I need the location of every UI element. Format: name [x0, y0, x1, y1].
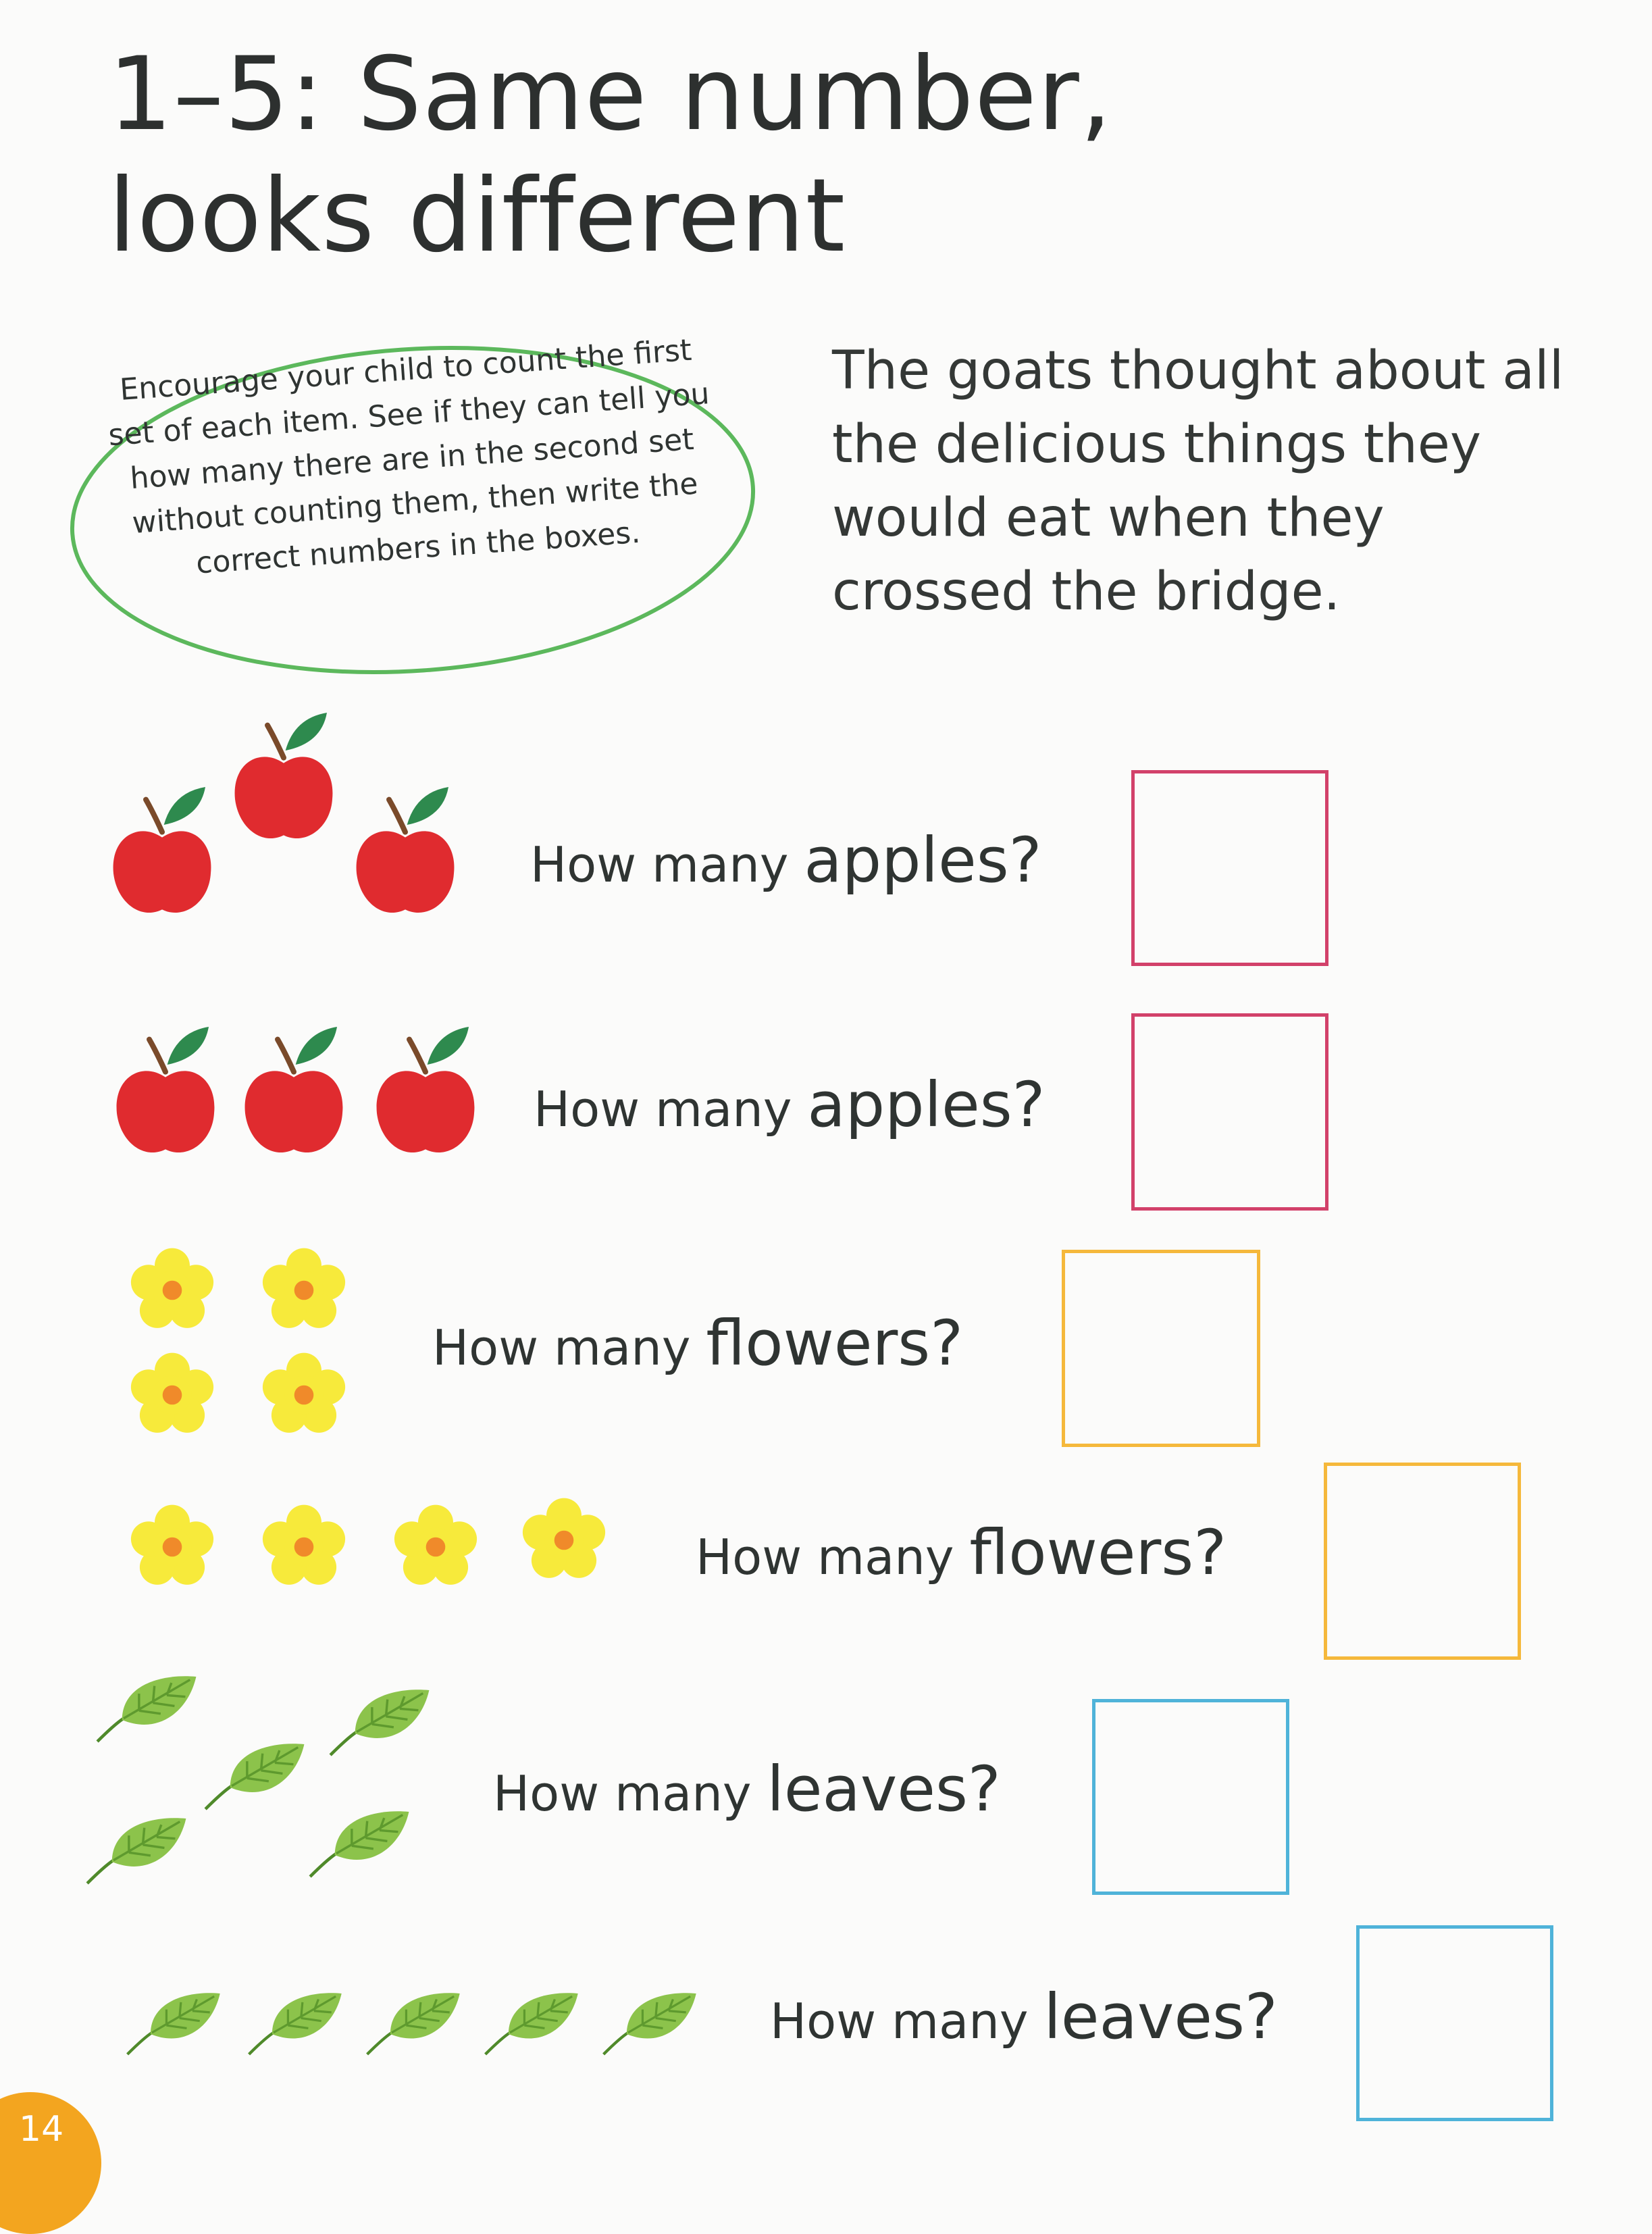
flower-icon: [260, 1351, 348, 1439]
flower-icon: [392, 1503, 480, 1591]
flower-icon: [128, 1246, 216, 1334]
answer-box-leaves-2[interactable]: [1356, 1925, 1553, 2121]
flower-icon: [520, 1496, 608, 1584]
apple-icon: [371, 1017, 480, 1172]
page-number: 14: [19, 2109, 64, 2150]
flower-icon: [260, 1503, 348, 1591]
leaf-icon: [598, 1986, 699, 2062]
page-title-line-1: 1–5: Same number,: [108, 36, 1113, 153]
answer-box-apples-1[interactable]: [1131, 770, 1328, 966]
question-flowers-2: How many flowers?: [696, 1517, 1227, 1589]
story-intro: The goats thought about all the delicious things they would eat when they crossed the bridge.: [832, 340, 1564, 622]
leaf-icon: [91, 1669, 199, 1750]
apple-icon: [240, 1017, 348, 1172]
question-leaves-2: How many leaves?: [770, 1981, 1278, 2053]
question-flowers-1: How many flowers?: [432, 1307, 964, 1379]
leaf-icon: [480, 1986, 581, 2062]
leaf-icon: [324, 1682, 432, 1763]
page-title-line-2: looks different: [108, 157, 846, 275]
answer-box-flowers-2[interactable]: [1324, 1463, 1521, 1660]
leaf-icon: [122, 1986, 223, 2062]
apple-icon: [230, 703, 338, 858]
question-apples-1: How many apples?: [530, 824, 1042, 896]
flower-icon: [260, 1246, 348, 1334]
apple-icon: [111, 1017, 220, 1172]
flower-icon: [128, 1503, 216, 1591]
flower-icon: [128, 1351, 216, 1439]
apple-icon: [108, 777, 216, 932]
leaf-icon: [199, 1736, 307, 1817]
leaf-icon: [81, 1810, 189, 1892]
question-leaves-1: How many leaves?: [493, 1753, 1001, 1825]
parent-note: Encourage your child to count the first set of each item. See if they can tell you how many there are in the second set without counting them, then write the correct numbers in the boxes.: [107, 332, 711, 581]
question-apples-2: How many apples?: [534, 1069, 1046, 1141]
answer-box-flowers-1[interactable]: [1062, 1250, 1260, 1447]
answer-box-apples-2[interactable]: [1131, 1013, 1328, 1211]
apple-icon: [351, 777, 459, 932]
leaf-icon: [361, 1986, 463, 2062]
leaf-icon: [243, 1986, 344, 2062]
page-title: [108, 34, 1112, 277]
answer-box-leaves-1[interactable]: [1092, 1699, 1289, 1895]
leaf-icon: [304, 1804, 412, 1885]
